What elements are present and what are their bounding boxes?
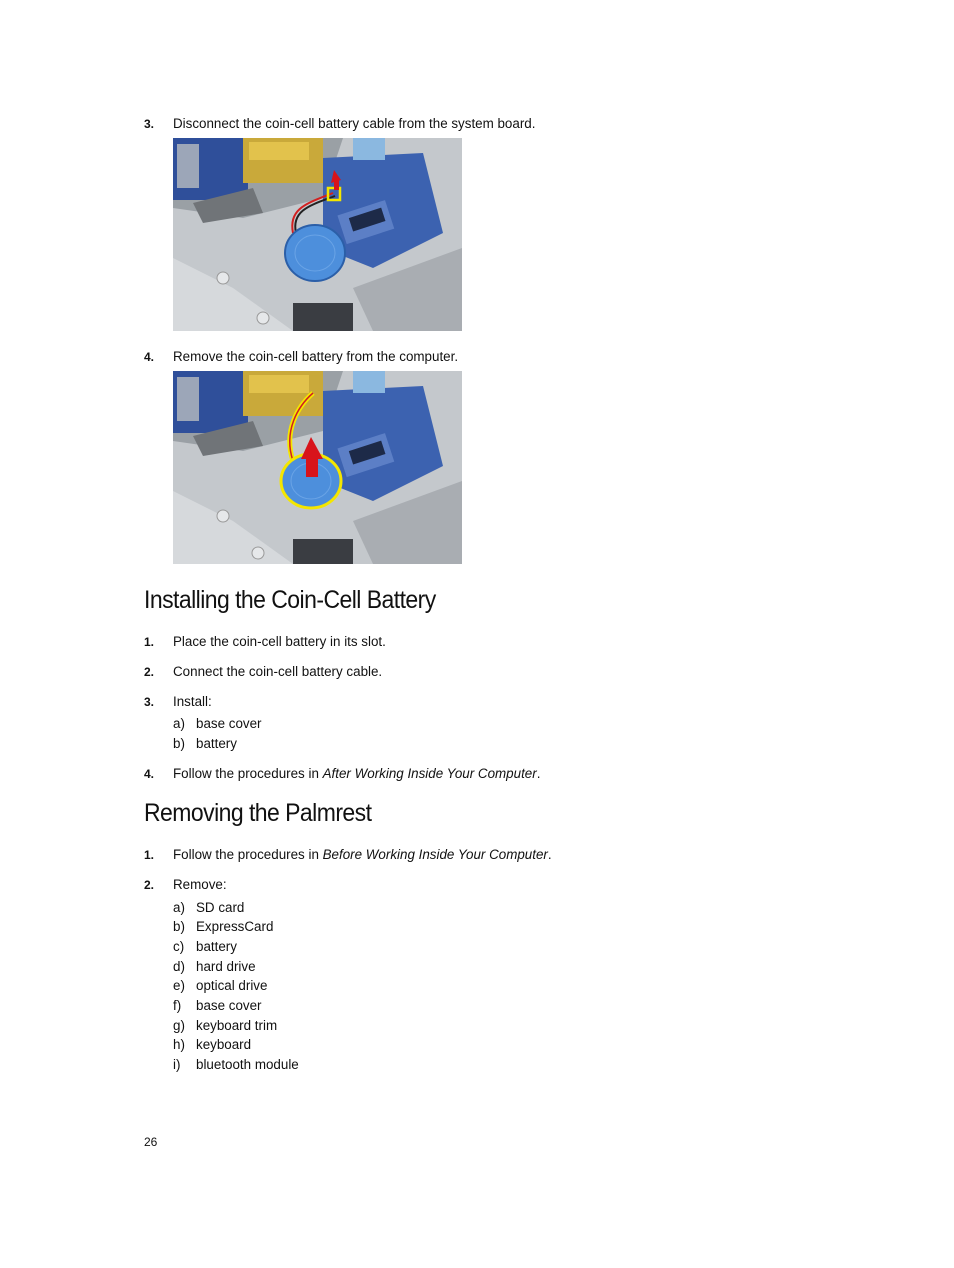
item-text: bluetooth module <box>196 1057 299 1072</box>
item-letter: c) <box>173 939 185 954</box>
step-text: Install: <box>173 694 212 709</box>
item-letter: e) <box>173 978 185 993</box>
item-letter: b) <box>173 919 185 934</box>
item-letter: a) <box>173 900 185 915</box>
page-number: 26 <box>144 1135 158 1149</box>
step-text <box>173 766 540 782</box>
item-text: battery <box>196 939 237 954</box>
cross-reference-link[interactable]: Before Working Inside Your Computer <box>322 847 548 862</box>
installing-heading: Installing the Coin-Cell Battery <box>144 586 436 614</box>
item-text: base cover <box>196 998 262 1013</box>
item-text: optical drive <box>196 978 268 993</box>
item-text: keyboard <box>196 1037 252 1052</box>
item-text: SD card <box>196 900 245 915</box>
step-text <box>173 847 552 863</box>
item-text: ExpressCard <box>196 919 274 934</box>
remove-battery-photo <box>173 371 462 564</box>
disconnect-cable-photo <box>173 138 462 331</box>
step-number: 1. <box>144 848 155 862</box>
step-number: 2. <box>144 665 155 679</box>
step-text-prefix: Follow the procedures in <box>173 766 323 781</box>
step-number: 3. <box>144 117 155 131</box>
step-text: Place the coin-cell battery in its slot. <box>173 634 386 649</box>
step-text: Disconnect the coin-cell battery cable from the system board. <box>173 116 536 131</box>
step-text-prefix: Follow the procedures in <box>173 847 323 862</box>
item-text: battery <box>196 736 237 751</box>
item-letter: h) <box>173 1037 185 1052</box>
item-letter: b) <box>173 736 185 751</box>
step-number: 2. <box>144 878 155 892</box>
item-letter: a) <box>173 716 185 731</box>
item-letter: g) <box>173 1018 185 1033</box>
cross-reference-link[interactable]: After Working Inside Your Computer <box>322 766 537 781</box>
step-text-suffix: . <box>547 847 552 862</box>
palmrest-heading: Removing the Palmrest <box>144 799 372 827</box>
step-text: Remove: <box>173 877 227 892</box>
step-number: 4. <box>144 350 155 364</box>
item-text: hard drive <box>196 959 256 974</box>
item-text: base cover <box>196 716 262 731</box>
step-number: 1. <box>144 635 155 649</box>
step-number: 4. <box>144 767 155 781</box>
item-letter: i) <box>173 1057 181 1072</box>
item-letter: f) <box>173 998 182 1013</box>
step-number: 3. <box>144 695 155 709</box>
item-text: keyboard trim <box>196 1018 278 1033</box>
step-text: Connect the coin-cell battery cable. <box>173 664 383 679</box>
item-letter: d) <box>173 959 185 974</box>
step-text-suffix: . <box>536 766 541 781</box>
step-text: Remove the coin-cell battery from the computer. <box>173 349 459 364</box>
